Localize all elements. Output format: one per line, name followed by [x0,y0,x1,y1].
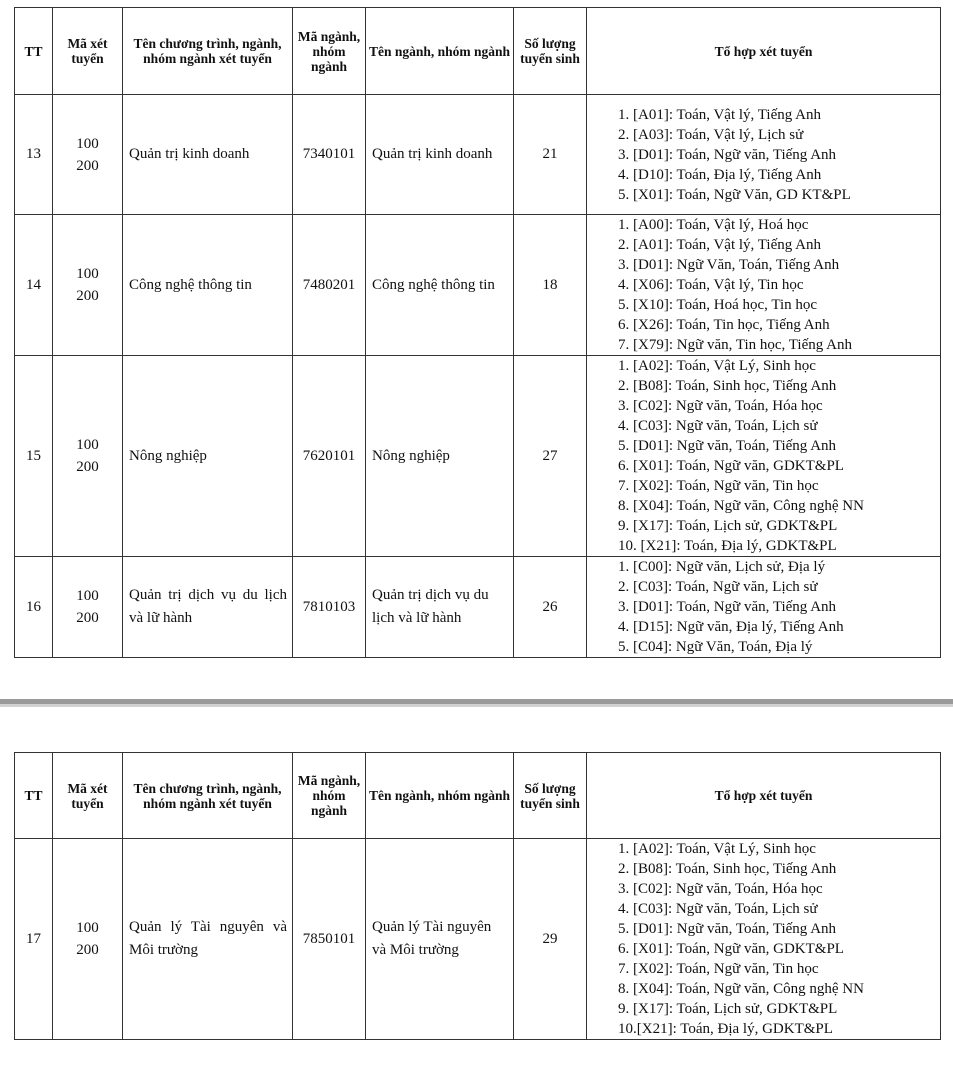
quota: 29 [542,930,558,947]
table-row [15,95,941,215]
combo-item: 4. [D15]: Ngữ văn, Địa lý, Tiếng Anh [618,619,844,635]
program-cell [123,839,293,1040]
combos-cell [587,356,941,557]
combo-item: 4. [C03]: Ngữ văn, Toán, Lịch sử [618,901,818,917]
major-code: 7480201 [302,276,356,293]
major-name: Quản lý Tài nguyên và Môi trường [372,919,492,958]
admission-code: 100 [76,266,99,282]
major-name-cell [366,557,514,658]
quota: 18 [542,276,558,293]
program-name: Công nghệ thông tin [129,276,252,293]
table-row [15,356,941,557]
tt-cell [15,839,53,1040]
major-code-cell [293,215,366,356]
admission-code: 200 [76,942,99,958]
header-tt: TT [15,8,53,95]
program-cell [123,215,293,356]
quota-cell [514,557,587,658]
quota: 27 [542,447,558,464]
admission-code: 100 [76,135,99,152]
admission-code: 200 [76,459,99,475]
table-row [15,839,941,1040]
combo-item: 8. [X04]: Toán, Ngữ văn, Công nghệ NN [618,981,864,997]
major-code: 7620101 [302,447,356,464]
major-name: Quản trị dịch vụ du lịch và lữ hành [372,587,489,626]
combo-item: 5. [X10]: Toán, Hoá học, Tin học [618,297,818,313]
quota-cell [514,839,587,1040]
admission-code: 100 [76,437,99,453]
combo-item: 4. [X06]: Toán, Vật lý, Tin học [618,277,804,293]
header-to-hop: Tổ hợp xét tuyển [587,8,941,95]
row-number: 16 [26,598,41,615]
combo-item: 3. [D01]: Toán, Ngữ văn, Tiếng Anh [618,146,837,163]
tt-cell [15,95,53,215]
combo-item: 7. [X02]: Toán, Ngữ văn, Tin học [618,961,819,977]
admission-code: 100 [76,920,99,936]
program-name: Nông nghiệp [129,447,207,464]
header-ma-nganh: Mã ngành, nhóm ngành [293,753,366,839]
tt-cell [15,356,53,557]
admission-code-cell [53,95,123,215]
program-cell [123,95,293,215]
row-number: 15 [26,447,41,464]
admission-code: 200 [76,610,99,626]
header-ma-nganh: Mã ngành, nhóm ngành [293,8,366,95]
major-name-cell [366,215,514,356]
header-ten-chuong-trinh: Tên chương trình, ngành, nhóm ngành xét tuyển [123,8,293,95]
combo-item: 2. [B08]: Toán, Sinh học, Tiếng Anh [618,378,837,394]
table-row [15,557,941,658]
major-code: 7340101 [302,146,356,162]
quota-cell [514,95,587,215]
combo-item: 6. [X01]: Toán, Ngữ văn, GDKT&PL [618,941,844,957]
combo-item: 1. [A02]: Toán, Vật Lý, Sinh học [618,841,816,857]
combos-cell [587,839,941,1040]
major-name: Công nghệ thông tin [372,276,495,293]
program-name: Quản lý Tài nguyên và Môi trường [129,919,287,958]
major-name-cell [366,356,514,557]
combo-item: 10.[X21]: Toán, Địa lý, GDKT&PL [618,1021,833,1037]
admission-code-cell [53,839,123,1040]
admissions-table-bottom [14,752,941,1040]
admission-code-cell [53,215,123,356]
header-ma-xet-tuyen: Mã xét tuyển [53,8,123,95]
major-code-cell [293,356,366,557]
combo-item: 5. [D01]: Ngữ văn, Toán, Tiếng Anh [618,438,837,454]
combo-item: 9. [X17]: Toán, Lịch sử, GDKT&PL [618,518,838,534]
major-name: Nông nghiệp [372,447,450,464]
program-cell [123,356,293,557]
combo-item: 7. [X79]: Ngữ văn, Tin học, Tiếng Anh [618,337,852,353]
program-name: Quản trị dịch vụ du lịch và lữ hành [129,587,287,626]
combo-item: 1. [A02]: Toán, Vật Lý, Sinh học [618,358,816,374]
program-name: Quản trị kinh doanh [129,146,250,162]
combo-item: 8. [X04]: Toán, Ngữ văn, Công nghệ NN [618,498,864,514]
admission-code: 200 [76,157,99,174]
quota-cell [514,356,587,557]
combo-item: 1. [A01]: Toán, Vật lý, Tiếng Anh [618,106,821,123]
row-number: 13 [26,146,41,162]
header-ten-nganh: Tên ngành, nhóm ngành [366,753,514,839]
combo-item: 3. [D01]: Ngữ Văn, Toán, Tiếng Anh [618,257,840,273]
row-number: 14 [26,276,41,293]
header-ma-xet-tuyen: Mã xét tuyển [53,753,123,839]
header-ten-chuong-trinh: Tên chương trình, ngành, nhóm ngành xét tuyển [123,753,293,839]
header-ten-nganh: Tên ngành, nhóm ngành [366,8,514,95]
major-name-cell [366,839,514,1040]
program-cell [123,557,293,658]
page-separator-shadow [0,704,953,707]
combo-item: 4. [C03]: Ngữ văn, Toán, Lịch sử [618,418,818,434]
combo-item: 1. [C00]: Ngữ văn, Lịch sử, Địa lý [618,559,826,575]
header-row [15,753,941,839]
row-number: 17 [26,930,41,947]
major-name: Quản trị kinh doanh [372,146,493,162]
combo-item: 3. [C02]: Ngữ văn, Toán, Hóa học [618,398,823,414]
major-code-cell [293,95,366,215]
quota: 21 [542,146,558,162]
major-name-cell [366,95,514,215]
combos-cell [587,557,941,658]
combo-item: 2. [A01]: Toán, Vật lý, Tiếng Anh [618,237,821,253]
combo-item: 7. [X02]: Toán, Ngữ văn, Tin học [618,478,819,494]
major-code-cell [293,839,366,1040]
combos-cell [587,95,941,215]
combo-item: 6. [X26]: Toán, Tin học, Tiếng Anh [618,317,830,333]
combo-item: 3. [D01]: Toán, Ngữ văn, Tiếng Anh [618,599,837,615]
major-code-cell [293,557,366,658]
combo-item: 5. [C04]: Ngữ Văn, Toán, Địa lý [618,639,813,655]
quota-cell [514,215,587,356]
quota: 26 [542,598,558,615]
combo-item: 5. [D01]: Ngữ văn, Toán, Tiếng Anh [618,921,837,937]
admission-code: 200 [76,288,99,304]
tt-cell [15,215,53,356]
tt-cell [15,557,53,658]
header-to-hop: Tổ hợp xét tuyển [587,753,941,839]
combo-item: 10. [X21]: Toán, Địa lý, GDKT&PL [618,538,837,554]
combo-item: 1. [A00]: Toán, Vật lý, Hoá học [618,217,809,233]
combo-item: 4. [D10]: Toán, Địa lý, Tiếng Anh [618,166,822,183]
table-row [15,215,941,356]
admission-code-cell [53,356,123,557]
header-so-luong: Số lượng tuyển sinh [514,753,587,839]
combos-cell [587,215,941,356]
combo-item: 3. [C02]: Ngữ văn, Toán, Hóa học [618,881,823,897]
combo-item: 6. [X01]: Toán, Ngữ văn, GDKT&PL [618,458,844,474]
major-code: 7850101 [302,930,356,947]
header-tt: TT [15,753,53,839]
admission-code: 100 [76,588,99,604]
header-so-luong: Số lượng tuyển sinh [514,8,587,95]
combo-item: 2. [A03]: Toán, Vật lý, Lịch sử [618,126,804,143]
combo-item: 2. [B08]: Toán, Sinh học, Tiếng Anh [618,861,837,877]
combo-item: 5. [X01]: Toán, Ngữ Văn, GD KT&PL [618,186,851,203]
combo-item: 2. [C03]: Toán, Ngữ văn, Lịch sử [618,579,818,595]
major-code: 7810103 [302,598,356,615]
combo-item: 9. [X17]: Toán, Lịch sử, GDKT&PL [618,1001,838,1017]
header-row [15,8,941,95]
admission-code-cell [53,557,123,658]
admissions-table-top [14,7,941,658]
